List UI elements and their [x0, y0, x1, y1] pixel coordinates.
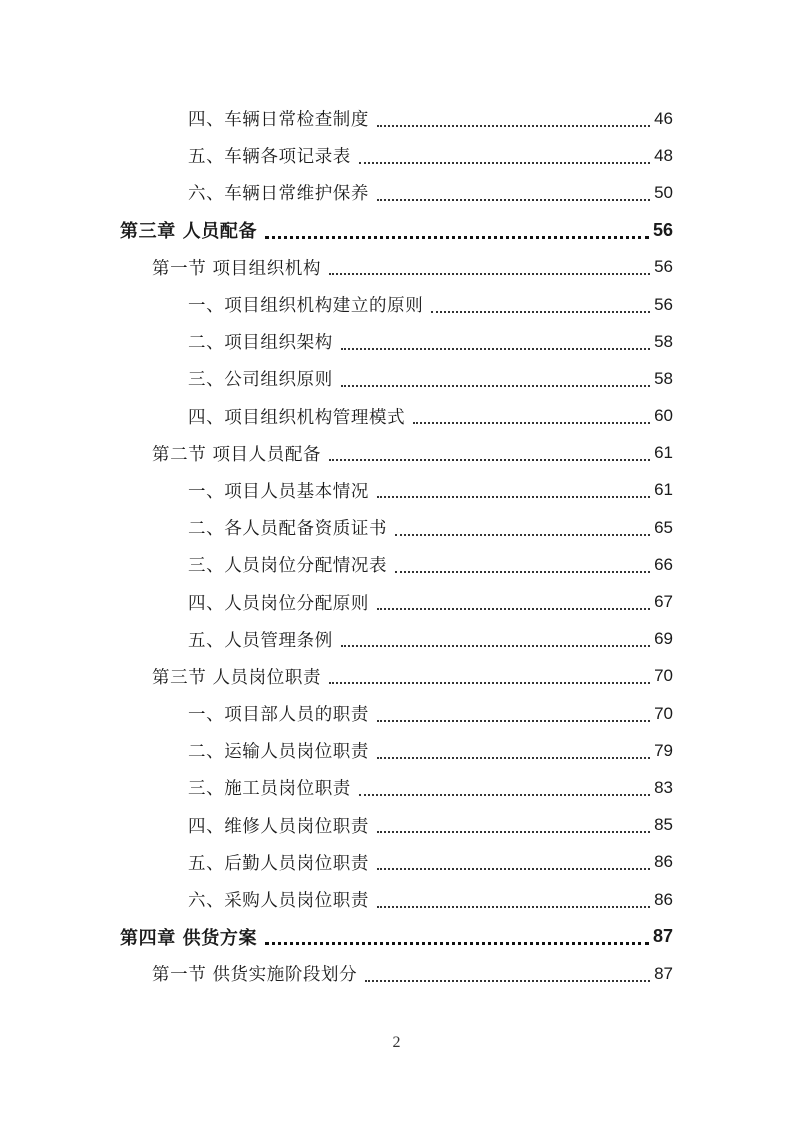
toc-dot-leader — [431, 293, 650, 313]
toc-section-entry[interactable] — [152, 658, 673, 695]
toc-dot-leader — [341, 330, 650, 350]
toc-entry-label: 六、车辆日常维护保养 — [188, 180, 373, 205]
toc-entry-page-number: 66 — [654, 554, 673, 574]
toc-dot-leader — [377, 181, 650, 201]
toc-dot-leader — [377, 702, 650, 722]
toc-entry-label: 二、项目组织架构 — [188, 329, 337, 354]
toc-item-entry[interactable] — [188, 807, 673, 844]
toc-entry-page-number: 58 — [654, 331, 673, 351]
toc-entry-label: 五、车辆各项记录表 — [188, 143, 355, 168]
toc-entry-label: 五、人员管理条例 — [188, 627, 337, 652]
toc-item-entry[interactable] — [188, 286, 673, 323]
toc-entry-page-number: 60 — [654, 406, 673, 426]
toc-item-entry[interactable] — [188, 583, 673, 620]
toc-dot-leader — [377, 813, 650, 833]
toc-entry-label: 一、项目人员基本情况 — [188, 478, 373, 503]
toc-item-entry[interactable] — [188, 621, 673, 658]
toc-entry-label: 四、维修人员岗位职责 — [188, 813, 373, 838]
toc-entry-label: 二、运输人员岗位职责 — [188, 738, 373, 763]
toc-entry-label: 第一节 供货实施阶段划分 — [152, 961, 361, 986]
toc-dot-leader — [377, 478, 650, 498]
toc-dot-leader — [413, 404, 650, 424]
toc-dot-leader — [359, 144, 650, 164]
toc-dot-leader — [341, 627, 650, 647]
toc-item-entry[interactable] — [188, 881, 673, 918]
toc-entry-label: 四、车辆日常检查制度 — [188, 106, 373, 131]
toc-dot-leader — [377, 850, 650, 870]
toc-dot-leader — [377, 107, 650, 127]
toc-dot-leader — [395, 516, 650, 536]
toc-item-entry[interactable] — [188, 174, 673, 211]
toc-entry-page-number: 79 — [654, 740, 673, 760]
toc-entry-page-number: 85 — [654, 815, 673, 835]
toc-item-entry[interactable] — [188, 546, 673, 583]
toc-entry-label: 第二节 项目人员配备 — [152, 441, 325, 466]
toc-section-entry[interactable] — [152, 435, 673, 472]
toc-chapter-entry[interactable] — [120, 212, 673, 249]
toc-entry-page-number: 65 — [654, 517, 673, 537]
toc-entry-label: 六、采购人员岗位职责 — [188, 887, 373, 912]
toc-entry-page-number: 61 — [654, 480, 673, 500]
toc-entry-page-number: 61 — [654, 443, 673, 463]
toc-entry-label: 四、人员岗位分配原则 — [188, 590, 373, 615]
toc-dot-leader — [265, 218, 649, 239]
toc-entry-label: 四、项目组织机构管理模式 — [188, 404, 409, 429]
toc-entry-page-number: 50 — [654, 182, 673, 202]
toc-item-entry[interactable] — [188, 100, 673, 137]
toc-dot-leader — [329, 441, 650, 461]
toc-entry-page-number: 48 — [654, 145, 673, 165]
toc-entry-page-number: 56 — [652, 219, 673, 240]
toc-item-entry[interactable] — [188, 844, 673, 881]
toc-entry-label: 第三节 人员岗位职责 — [152, 664, 325, 689]
toc-entry-page-number: 70 — [654, 703, 673, 723]
page-number: 2 — [392, 1034, 401, 1051]
toc-item-entry[interactable] — [188, 695, 673, 732]
toc-entry-page-number: 56 — [654, 257, 673, 277]
toc-entry-page-number: 86 — [654, 852, 673, 872]
toc-item-entry[interactable] — [188, 137, 673, 174]
toc-entry-label: 五、后勤人员岗位职责 — [188, 850, 373, 875]
table-of-contents — [0, 100, 793, 993]
toc-item-entry[interactable] — [188, 360, 673, 397]
toc-entry-label: 三、施工员岗位职责 — [188, 775, 355, 800]
toc-item-entry[interactable] — [188, 732, 673, 769]
toc-entry-page-number: 87 — [654, 963, 673, 983]
toc-dot-leader — [329, 664, 650, 684]
toc-entry-label: 三、公司组织原则 — [188, 366, 337, 391]
toc-item-entry[interactable] — [188, 472, 673, 509]
toc-entry-label: 第一节 项目组织机构 — [152, 255, 325, 280]
toc-item-entry[interactable] — [188, 398, 673, 435]
toc-entry-page-number: 87 — [652, 926, 673, 947]
toc-entry-page-number: 69 — [654, 629, 673, 649]
toc-entry-label: 第三章 人员配备 — [120, 217, 261, 243]
toc-entry-label: 一、项目部人员的职责 — [188, 701, 373, 726]
toc-dot-leader — [395, 553, 650, 573]
toc-dot-leader — [359, 776, 650, 796]
toc-item-entry[interactable] — [188, 769, 673, 806]
toc-dot-leader — [377, 590, 650, 610]
toc-item-entry[interactable] — [188, 323, 673, 360]
toc-entry-page-number: 86 — [654, 889, 673, 909]
toc-item-entry[interactable] — [188, 509, 673, 546]
toc-entry-label: 三、人员岗位分配情况表 — [188, 552, 391, 577]
toc-section-entry[interactable] — [152, 955, 673, 992]
toc-chapter-entry[interactable] — [120, 918, 673, 955]
toc-dot-leader — [377, 739, 650, 759]
toc-entry-page-number: 58 — [654, 368, 673, 388]
toc-dot-leader — [329, 255, 650, 275]
toc-entry-page-number: 67 — [654, 592, 673, 612]
toc-dot-leader — [365, 962, 650, 982]
toc-dot-leader — [377, 888, 650, 908]
toc-entry-page-number: 70 — [654, 666, 673, 686]
toc-entry-page-number: 46 — [654, 108, 673, 128]
toc-dot-leader — [341, 367, 650, 387]
toc-dot-leader — [265, 924, 649, 945]
toc-entry-label: 一、项目组织机构建立的原则 — [188, 292, 427, 317]
toc-section-entry[interactable] — [152, 249, 673, 286]
toc-entry-label: 第四章 供货方案 — [120, 924, 261, 950]
toc-entry-page-number: 83 — [654, 777, 673, 797]
toc-entry-label: 二、各人员配备资质证书 — [188, 515, 391, 540]
toc-entry-page-number: 56 — [654, 294, 673, 314]
